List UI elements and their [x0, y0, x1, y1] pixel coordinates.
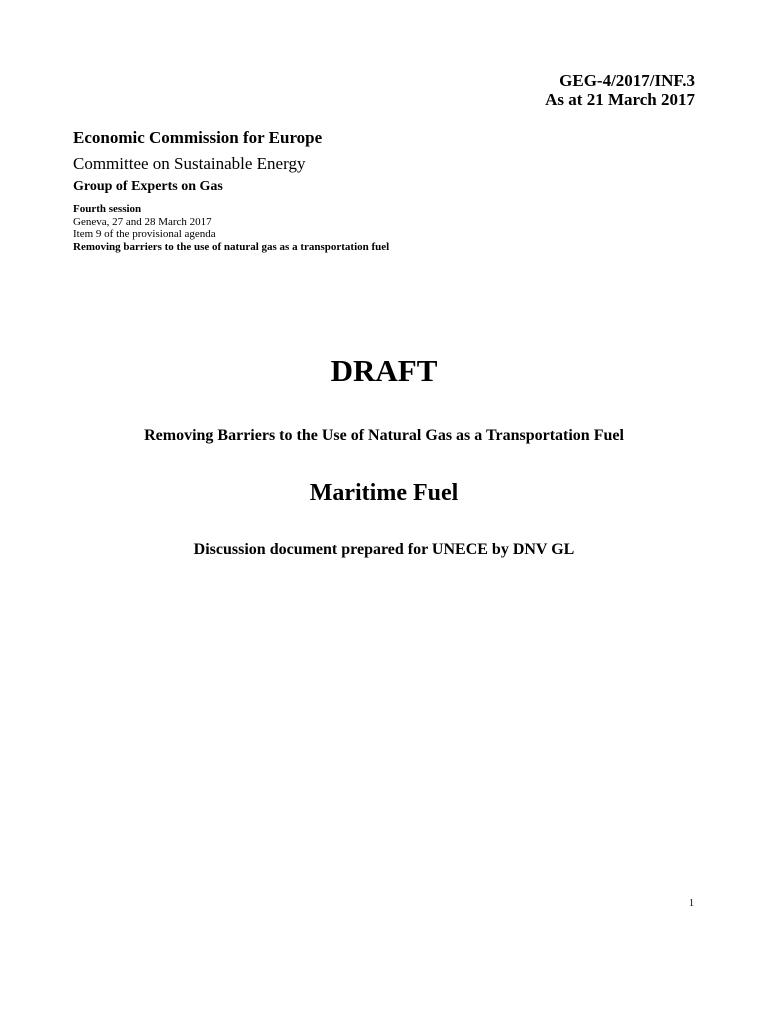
document-header — [73, 128, 693, 253]
group-name: Group of Experts on Gas — [73, 179, 223, 194]
document-subtitle: Maritime Fuel — [309, 480, 459, 506]
document-date: As at 21 March 2017 — [545, 90, 695, 109]
committee-name: Committee on Sustainable Energy — [73, 154, 306, 173]
document-description: Discussion document prepared for UNECE by DNV GL — [193, 541, 575, 558]
document-symbol: GEG-4/2017/INF.3 — [559, 71, 695, 90]
document-title: Removing Barriers to the Use of Natural Gas as a Transportation Fuel — [144, 427, 624, 444]
draft-heading: DRAFT — [330, 353, 438, 388]
session-place-date: Geneva, 27 and 28 March 2017 — [73, 215, 212, 228]
session-info — [73, 203, 693, 253]
session-name: Fourth session — [73, 203, 142, 215]
page-number: 1 — [689, 898, 694, 909]
agenda-title: Removing barriers to the use of natural gas as a transportation fuel — [73, 240, 390, 253]
document-symbol-block — [545, 71, 695, 109]
organization-name: Economic Commission for Europe — [73, 128, 323, 147]
agenda-item: Item 9 of the provisional agenda — [73, 228, 216, 240]
